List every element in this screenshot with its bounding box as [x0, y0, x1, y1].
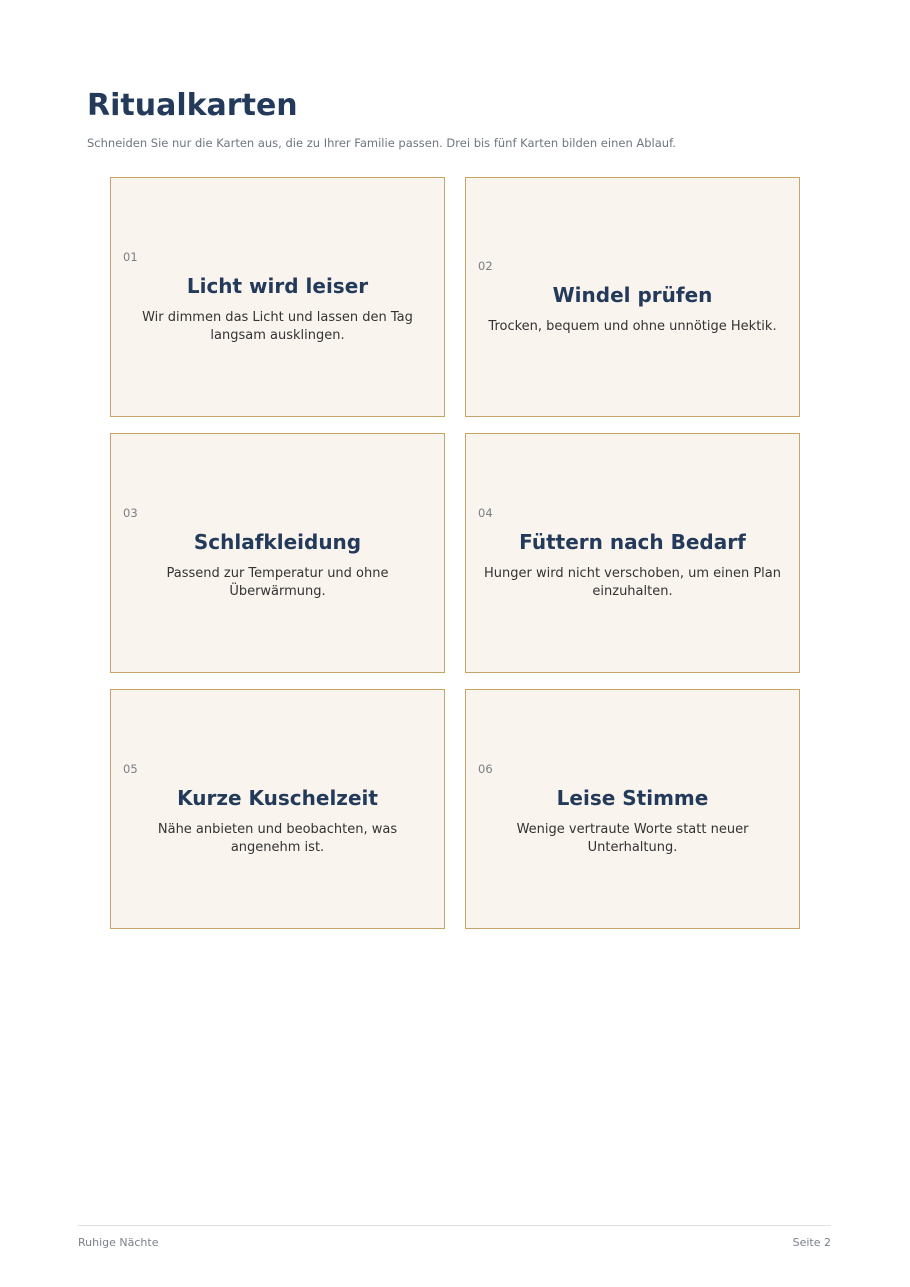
card-text: Trocken, bequem und ohne unnötige Hektik. [488, 318, 777, 334]
card-number: 04 [478, 505, 493, 520]
card-text: Nähe anbieten und beobachten, was angenehm ist. [157, 821, 398, 855]
ritual-card-01 [110, 177, 445, 417]
card-title: Leise Stimme [556, 785, 709, 810]
ritual-card-02 [465, 177, 800, 417]
card-text: Passend zur Temperatur und ohne Überwärmung. [166, 565, 389, 599]
intro-text: Schneiden Sie nur die Karten aus, die zu Ihrer Familie passen. Drei bis fünf Karten bilden einen Ablauf. [87, 136, 676, 150]
footer-page-number: Seite 2 [792, 1236, 831, 1249]
card-number: 06 [478, 761, 493, 776]
card-title: Füttern nach Bedarf [519, 529, 746, 554]
card-number: 03 [123, 505, 138, 520]
ritual-card-05 [110, 689, 445, 929]
footer-document-title: Ruhige Nächte [78, 1236, 159, 1249]
footer-divider [78, 1225, 831, 1226]
card-title: Windel prüfen [552, 282, 713, 307]
card-title: Schlafkleidung [193, 529, 362, 554]
ritual-card-grid [110, 177, 800, 929]
ritual-card-04 [465, 433, 800, 673]
ritual-card-06 [465, 689, 800, 929]
card-number: 05 [123, 761, 138, 776]
card-text: Wenige vertraute Worte statt neuer Unterhaltung. [516, 821, 749, 855]
ritual-card-03 [110, 433, 445, 673]
card-text: Wir dimmen das Licht und lassen den Tag langsam ausklingen. [142, 309, 413, 343]
card-number: 01 [123, 249, 138, 264]
card-text: Hunger wird nicht verschoben, um einen Plan einzuhalten. [483, 565, 781, 599]
page-title: Ritualkarten [87, 88, 298, 123]
card-number: 02 [478, 258, 493, 273]
card-title: Licht wird leiser [186, 273, 369, 298]
card-title: Kurze Kuschelzeit [177, 785, 378, 810]
